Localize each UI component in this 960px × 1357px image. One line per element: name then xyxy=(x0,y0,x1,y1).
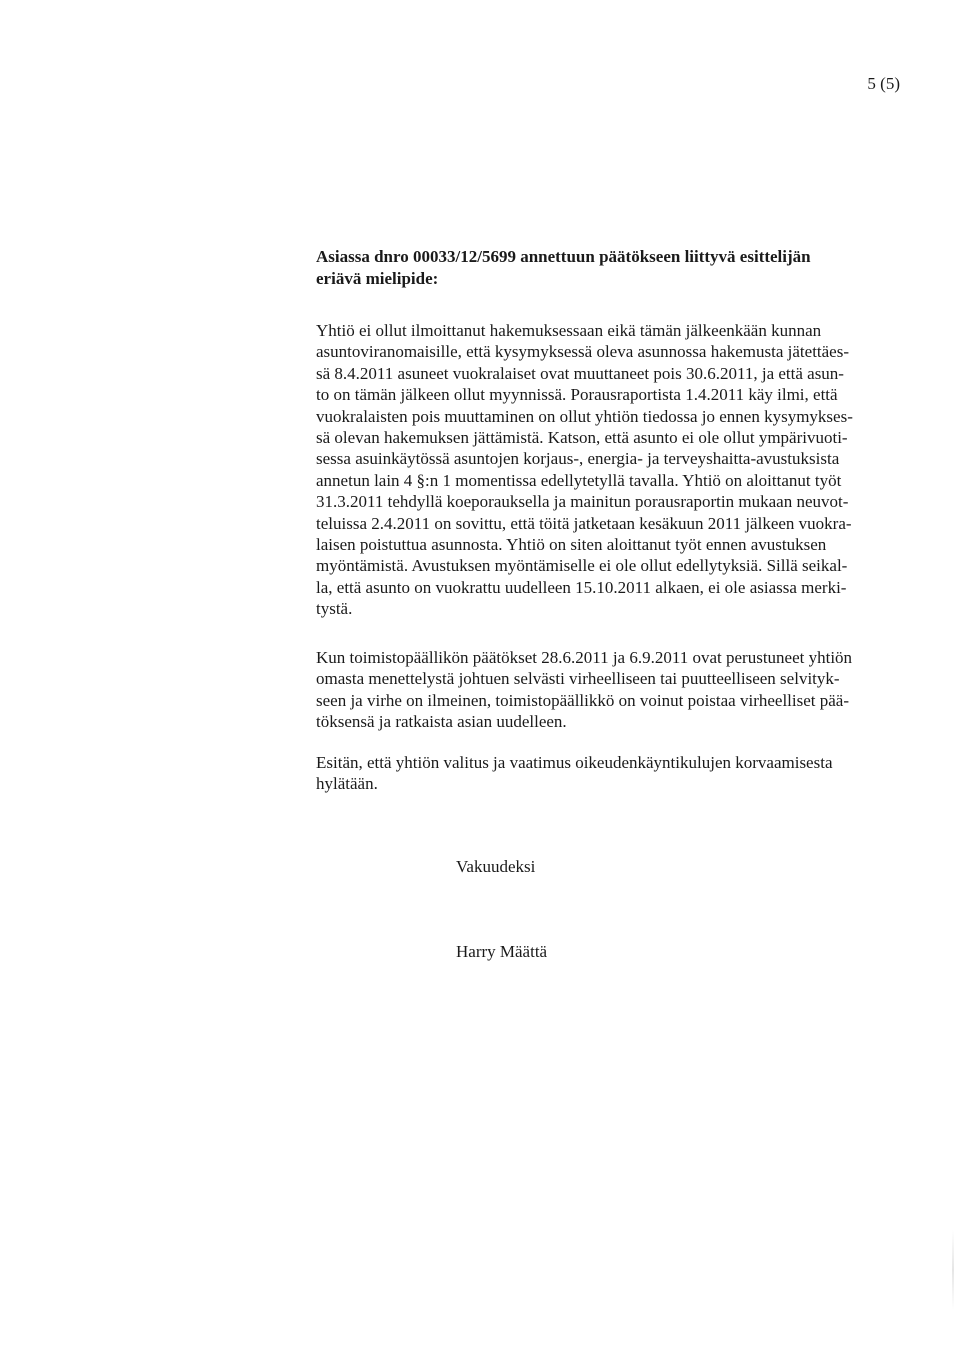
paragraph-line: sessa asuinkäytössä asuntojen korjaus-, energia- ja terveyshaitta-avustuksista xyxy=(316,449,840,469)
paragraph-line: Yhtiö ei ollut ilmoittanut hakemuksessaan eikä tämän jälkeenkään kunnan xyxy=(316,321,822,340)
scan-edge-mark xyxy=(952,1230,954,1310)
paragraph-line: hylätään. xyxy=(316,774,378,794)
paragraph-line: tystä. xyxy=(316,599,353,619)
document-heading xyxy=(316,246,896,290)
heading-line: Asiassa dnro 00033/12/5699 annettuun päätökseen liittyvä esittelijän xyxy=(316,247,811,266)
page-number: 5 (5) xyxy=(867,74,900,93)
paragraph-line: la, että asunto on vuokrattu uudelleen 15.10.2011 alkaen, ei ole asiassa merki- xyxy=(316,577,847,597)
paragraph-decisions xyxy=(316,647,891,733)
paragraph-line: Kun toimistopäällikön päätökset 28.6.2011 ja 6.9.2011 ovat perustuneet yhtiön xyxy=(316,648,853,667)
closing-phrase: Vakuudeksi xyxy=(456,857,536,876)
paragraph-line: vuokralaisten pois muuttaminen on ollut yhtiön tiedossa jo ennen kysymykses- xyxy=(316,406,853,426)
paragraph-line: laisen poistuttua asunnosta. Yhtiö on siten aloittanut työt ennen avustuksen xyxy=(316,535,827,555)
paragraph-line: teluissa 2.4.2011 on sovittu, että töitä jatketaan kesäkuun 2011 jälkeen vuokra- xyxy=(316,513,852,533)
paragraph-line: seen ja virhe on ilmeinen, toimistopäällikkö on voinut poistaa virheelliset pää- xyxy=(316,690,850,710)
paragraph-line: 31.3.2011 tehdyllä koeporauksella ja mainitun porausraportin mukaan neuvot- xyxy=(316,492,849,512)
paragraph-line: Esitän, että yhtiön valitus ja vaatimus oikeudenkäyntikulujen korvaamisesta xyxy=(316,753,833,772)
paragraph-proposal xyxy=(316,752,891,795)
paragraph-line: myöntämistä. Avustuksen myöntämiselle ei ole ollut edellytyksiä. Sillä seikal- xyxy=(316,556,848,576)
heading-line: eriävä mielipide: xyxy=(316,269,439,288)
paragraph-line: omasta menettelystä johtuen selvästi virheelliseen tai puutteelliseen selvityk- xyxy=(316,669,840,689)
signature-name: Harry Määttä xyxy=(456,942,548,961)
paragraph-line: to on tämän jälkeen ollut myynnissä. Porausraportista 1.4.2011 käy ilmi, että xyxy=(316,385,838,405)
paragraph-line: töksensä ja ratkaista asian uudelleen. xyxy=(316,712,567,732)
paragraph-line: annetun lain 4 §:n 1 momentissa edellytetyllä tavalla. Yhtiö on aloittanut työt xyxy=(316,470,842,490)
paragraph-dissent-reasoning xyxy=(316,320,891,620)
paragraph-line: sä olevan hakemuksen jättämistä. Katson, että asunto ei ole ollut ympärivuoti- xyxy=(316,428,848,448)
paragraph-line: sä 8.4.2011 asuneet vuokralaiset ovat muuttaneet pois 30.6.2011, ja että asun- xyxy=(316,363,844,383)
paragraph-line: asuntoviranomaisille, että kysymyksessä oleva asunnossa hakemusta jätettäes- xyxy=(316,342,850,362)
